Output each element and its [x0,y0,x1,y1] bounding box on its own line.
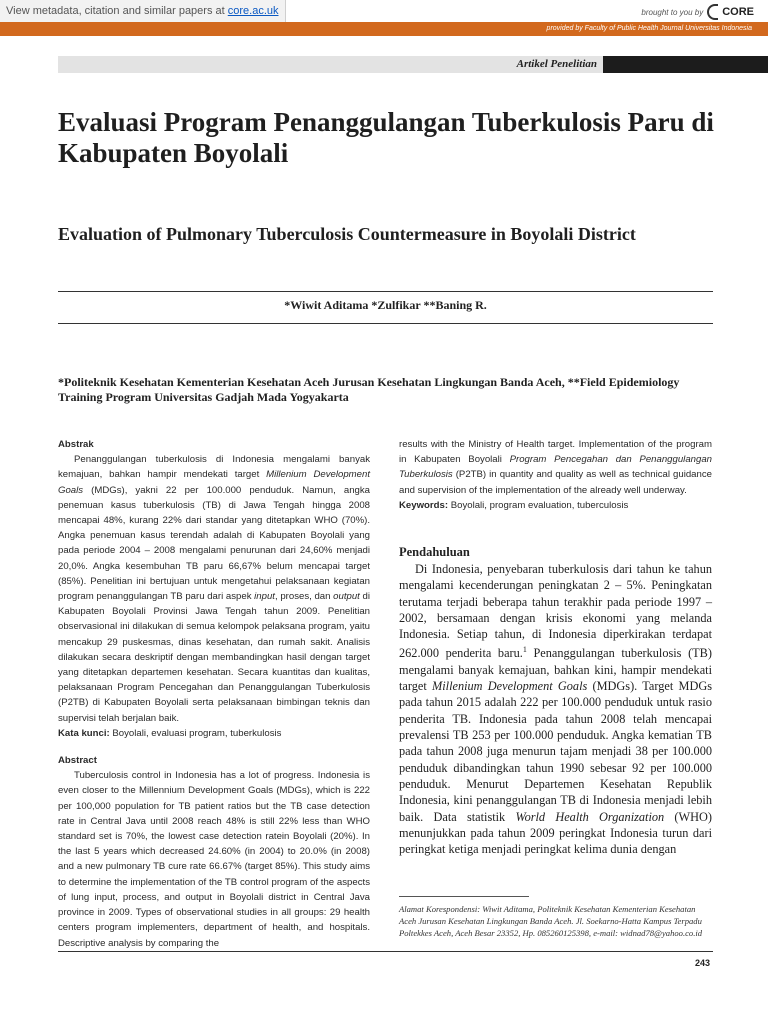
abstract-body: Tuberculosis control in Indonesia has a lot of progress. Indonesia is even closer to the Millennium Development Goals (MDGs), which is 222 per 100,000 population for TB patient ratios but the TB case detection rate in Central Java until 2008 reach 48% is still 22% less than WHO standard set is 70%, the lowest case detection ratein Boyolali (20%). In the last 5 years which decreased 24.60% (in 2004) to 20.0% (in 2008) and a new pulmonary TB cure rate 66.67% (target 85%). This study aims to determine the implementation of the TB control program of the aspects of lung input, process, and output in Boyolali district in Central Java province in 2009. Types of observational studies in all groups: 29 health centers program implementers, department of health, and hospitals. Descriptive analysis by comparing the [58,770,370,949]
pend-text-2: Penanggulangan tuberkulosis (TB) mengalami banyak kemajuan, bahkan kini, hampir mendekati target [399,646,712,694]
abstract-cont-text-1: results with the Ministry of Health target. Implementation of the program in Kabupaten Boyolali [399,439,712,466]
abstrak-body [58,452,370,726]
authors: *Wiwit Aditama *Zulfikar **Baning R. [284,298,487,312]
correspondence-rule [399,896,529,897]
left-column [58,437,370,951]
affiliation: *Politeknik Kesehatan Kementerian Kesehatan Aceh Jurusan Kesehatan Lingkungan Banda Aceh, **Field Epidemiology Training Program Universitas Gadjah Mada Yogyakarta [58,375,680,404]
abstrak-italic-output: output [333,591,360,603]
core-link-prefix: View metadata, citation and similar papers at [6,5,228,17]
abstract-continued [399,437,712,498]
article-type-bar [58,56,603,73]
pend-italic-who: World Health Organization [515,809,665,824]
provided-by-text[interactable]: provided by Faculty of Public Health Journal Universitas Indonesia [546,25,752,32]
core-logo-icon [707,4,718,20]
page-number: 243 [694,958,710,968]
core-logo-text: CORE [722,6,754,18]
core-link[interactable]: core.ac.uk [227,5,279,17]
kata-kunci-text: Boyolali, evaluasi program, tuberkulosis [109,727,282,739]
abstract-cont-text-2: (P2TB) in quantity and quality as well as technical guidance and supervision of the implementation of the already well underway. [399,469,712,496]
abstrak-text-4: di Kabupaten Boyolali Provinsi Jawa Tengah tahun 2009. Penelitian observasional ini dilakukan di semua kelompok pelaksana program, yaitu mencakup 29 puskesmas, dinas kesehatan, dan rumah sakit. Analisis dilakukan secara deskriptif dengan membandingkan hasil dengan target yang ditetapkan departemen kesehatan. Secara kuantitas dan kualitas, pelaksanaan Program Pencegahan dan Penanggulangan Tuberkulosis (P2TB) di Kabupaten Boyolali serta pelaksanaan bimbingan teknis dan supervisi telah berjalan baik. [58,591,370,724]
abstrak-text-2: (MDGs), yakni 22 per 100.000 penduduk. Namun, angka penemuan kasus tuberkulosis (TB) di Jawa Tengah hingga 2008 mencapai 48%, kurang 22% dari standar yang ditetapkan WHO (70%). Angka penemuan kasus terendah adalah di Kabupaten Boyolali yang pada periode 2004 – 2008 mengalami penurunan dari 24,60% menjadi 20,0%. Angka kesembuhan TB paru 66,67% belum mencapai target (85%). Penelitian ini bertujuan untuk mengetahui pelaksanaan kegiatan program penanggulangan TB paru dari aspek [58,484,370,603]
kata-kunci-label: Kata kunci: [58,727,110,739]
brought-text: brought to you by [641,7,704,17]
abstrak-italic-input: input [254,591,275,603]
abstract-cont-italic: Program Pencegahan dan Penanggulangan Tuberkulosis [399,454,712,481]
kata-kunci [58,726,370,741]
core-banner [0,0,768,22]
authors-top-rule [58,291,713,292]
pend-text-3: (MDGs). Target MDGs pada tahun 2015 adalah 222 per 100.000 penduduk untuk rasio penderita TB. Indonesia pada tahun 2008 telah mencapai prevalensi TB 253 per 100.000 penduduk. Angka kematian TB pada tahun 2008 juga menurun tajam menjadi 38 per 100.000 penduduk dibandingkan tahun 1990 sebesar 92 per 100.000 penduduk. Menurut Departemen Kesehatan Republik Indonesia, kini penanggulangan TB di Indonesia menjadi lebih baik. Data statistik [399,679,712,824]
citation-superscript: 1 [522,645,527,655]
pend-italic-mdg: Millenium Development Goals [432,679,588,694]
pend-text-1: Di Indonesia, penyebaran tuberkulosis dari tahun ke tahun mengalami kecenderungan peningkatan 2 – 5%. Peningkatan terutama terjadi beberapa tahun terakhir pada periode 1997 – 2002, bersamaan dengan krisis ekonomi yang melanda Indonesia. Setiap tahun, di Indonesia diperkirakan terdapat 262.000 penderita baru. [399,562,712,661]
provided-by-bar [0,22,768,36]
article-type-dark-block [603,56,768,73]
keywords [399,498,712,513]
core-metadata-link[interactable] [0,0,286,23]
right-column [399,437,712,513]
article-type-label: Artikel Penelitian [516,58,597,70]
paper-title: Evaluasi Program Penanggulangan Tuberkulosis Paru di Kabupaten Boyolali [58,107,714,168]
pend-text-4: (WHO) menunjukkan pada tahun 2009 peringkat Indonesia turun dari peringkat ketiga menjadi peringkat kelima dunia dengan [399,809,712,857]
correspondence-address: Alamat Korespondensi: Wiwit Aditama, Politeknik Kesehatan Kementerian Kesehatan Aceh Jurusan Kesehatan Lingkungan Banda Aceh. Jl. Soekarno-Hatta Kampus Terpadu Poltekkes Aceh, Aceh Besar 23352, Hp. 085260125398, e-mail: widnad78@yahoo.co.id [399,904,703,938]
abstract-heading: Abstract [58,755,97,767]
footer-rule [58,951,713,952]
authors-bottom-rule [58,323,713,324]
paper-subtitle: Evaluation of Pulmonary Tuberculosis Countermeasure in Boyolali District [58,224,636,244]
abstrak-text-3: , proses, dan [274,591,334,603]
pendahuluan-heading: Pendahuluan [399,545,470,559]
abstrak-text-1: Penanggulangan tuberkulosis di Indonesia mengalami banyak kemajuan, bahkan hampir mendekati target [58,454,370,481]
keywords-text: Boyolali, program evaluation, tuberculosis [448,499,629,511]
abstrak-italic-mdg: Millenium Development Goals [58,469,371,496]
pendahuluan-body [399,561,712,857]
abstrak-heading: Abstrak [58,439,94,450]
core-brought-by[interactable] [641,4,754,20]
keywords-label: Keywords: [399,499,449,511]
